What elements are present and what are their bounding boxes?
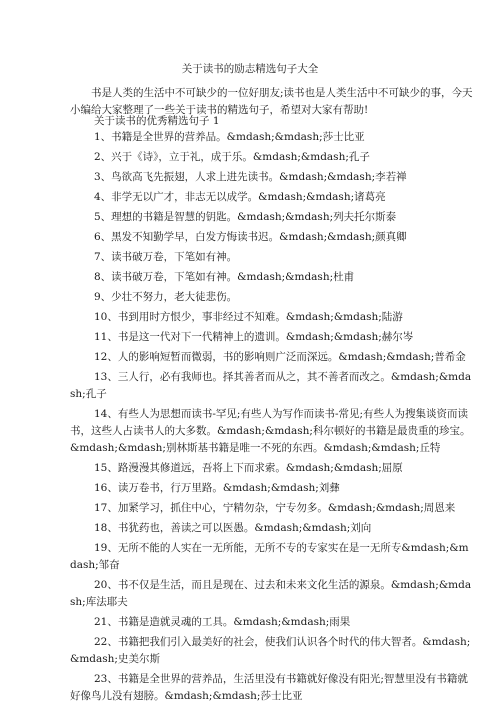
quote-item: 21、书籍是造就灵魂的工具。&mdash;&mdash;雨果 [94,616,351,628]
quote-item: 18、书犹药也，善读之可以医愚。&mdash;&mdash;刘向 [94,522,372,534]
quote-item: 5、理想的书籍是智慧的钥匙。&mdash;&mdash;列夫托尔斯泰 [94,211,397,223]
quote-item: 11、书是这一代对下一代精神上的遗训。&mdash;&mdash;赫尔岑 [94,331,414,343]
quote-item: 14、有些人为思想而读书-罕见;有些人为写作而读书-常见;有些人为搜集谈资而读书，这些人占读书人的大多数。&mdash;&mdash;科尔顿好的书籍是最贵重的珍宝。&mdash;&mdash;别林斯基书籍是唯一不死的东西。&mdash;&mdash;丘特 [70,408,471,454]
quote-item: 17、加紧学习，抓住中心，宁精勿杂，宁专勿多。&mdash;&mdash;周恩来 [94,502,456,514]
quote-item: 23、书籍是全世界的营养品，生活里没有书籍就好像没有阳光;智慧里没有书籍就好像鸟儿没有翅膀。&mdash;&mdash;莎士比亚 [70,673,468,702]
quote-list [70,129,475,708]
quote-item: 16、读万卷书，行万里路。&mdash;&mdash;刘彝 [94,482,340,494]
quote-item: 8、读书破万卷，下笔如有神。&mdash;&mdash;杜甫 [94,271,355,283]
quote-item: 6、黑发不知勤学早，白发方悔读书迟。&mdash;&mdash;颜真卿 [94,231,407,243]
document-title: 关于读书的励志精选句子大全 [181,63,319,75]
quote-item: 20、书不仅是生活，而且是现在、过去和未来文化生活的源泉。&mdash;&mdash;库法耶夫 [70,579,472,608]
quote-item: 3、鸟欲高飞先振翅，人求上进先读书。&mdash;&mdash;李若禅 [94,171,407,183]
quote-item: 4、非学无以广才，非志无以成学。&mdash;&mdash;诸葛亮 [94,191,386,203]
quote-item: 19、无所不能的人实在一无所能，无所不专的专家实在是一无所专&mdash;&mdash;邹奋 [70,542,469,571]
quote-item: 12、人的影响短暂而微弱，书的影响则广泛而深远。&mdash;&mdash;普希金 [94,351,466,363]
quote-item: 1、书籍是全世界的营养品。&mdash;&mdash;莎士比亚 [94,131,365,143]
section-subtitle: 关于读书的优秀精选句子 1 [94,115,220,127]
quote-item: 7、读书破万卷，下笔如有神。 [94,251,238,263]
quote-item: 13、三人行，必有我师也。择其善者而从之，其不善者而改之。&mdash;&mdash;孔子 [70,371,472,400]
quote-item: 10、书到用时方恨少，事非经过不知难。&mdash;&mdash;陆游 [94,311,403,323]
quote-item: 9、少壮不努力，老大徒悲伤。 [94,291,238,303]
quote-item: 2、兴于《诗》，立于礼，成于乐。&mdash;&mdash;孔子 [94,151,370,163]
intro-paragraph: 书是人类的生活中不可缺少的一位好朋友;读书也是人类生活中不可缺少的事，今天小编给大家整理了一些关于读书的精选句子，希望对大家有帮助! [70,87,473,116]
quote-item: 15、路漫漫其修道远，吾将上下而求索。&mdash;&mdash;屈原 [94,462,403,474]
quote-item: 22、书籍把我们引入最美好的社会，使我们认识各个时代的伟大智者。&mdash;&mdash;史美尔斯 [70,636,471,665]
